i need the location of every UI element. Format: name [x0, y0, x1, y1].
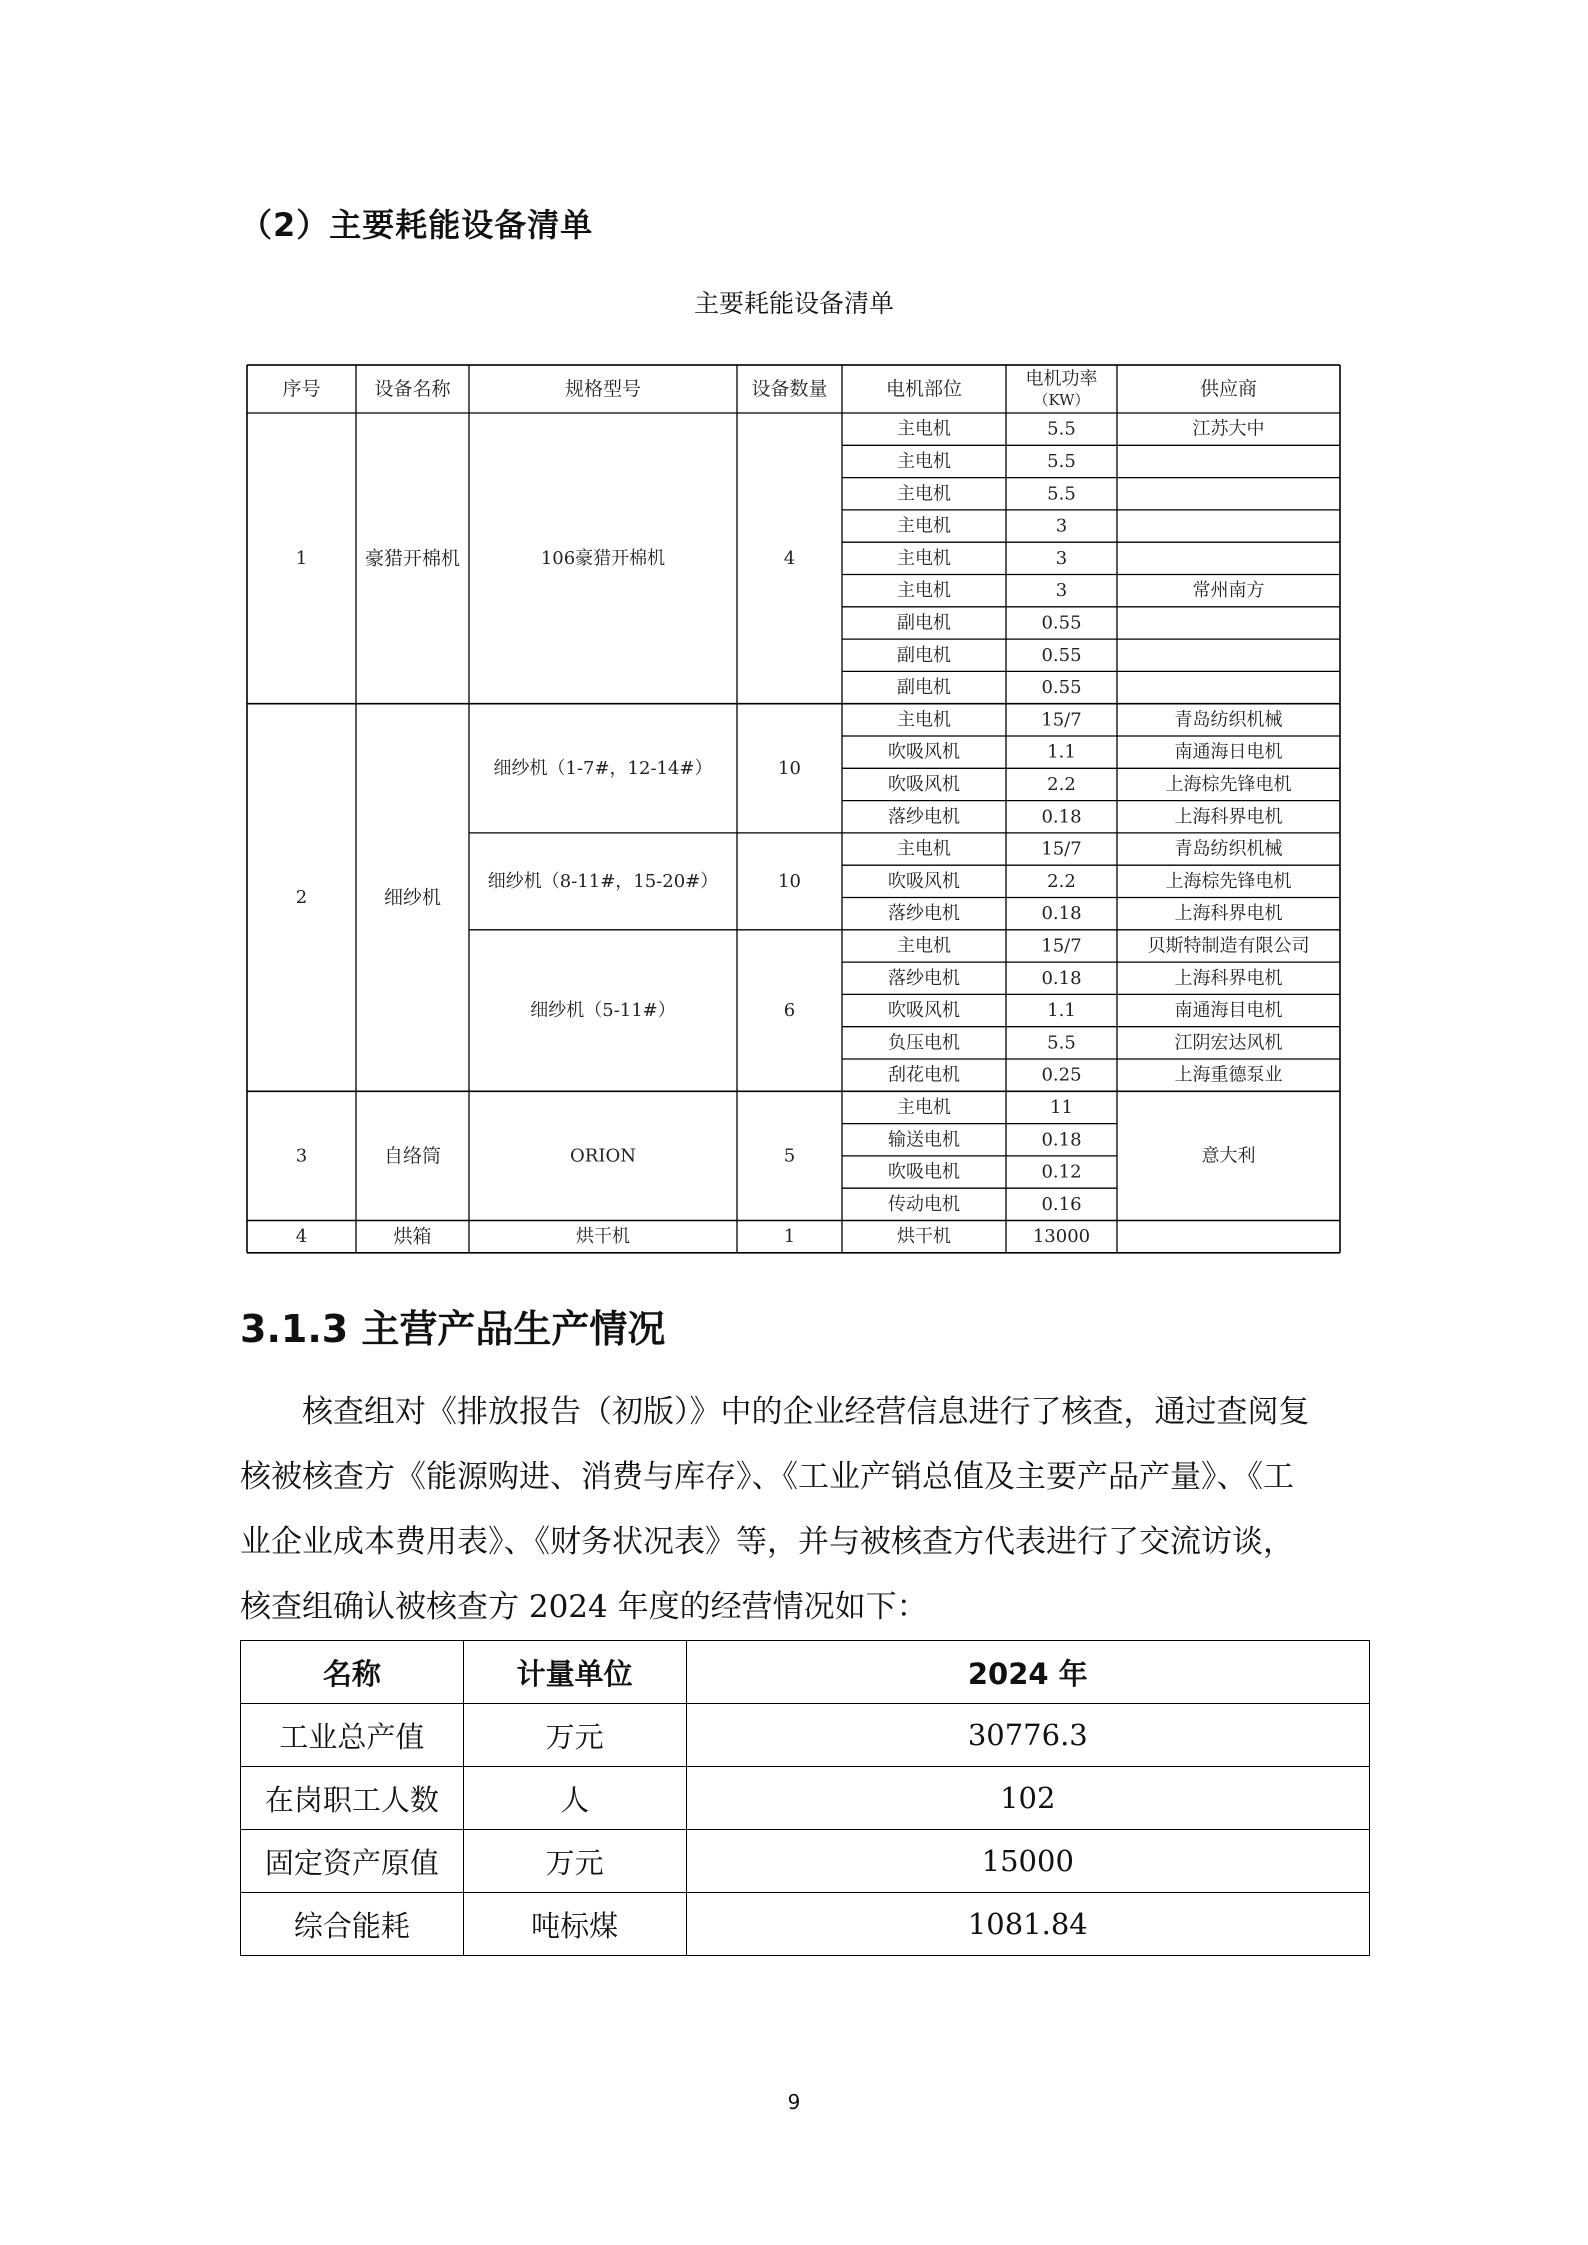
motor-power: 0.18	[1041, 806, 1082, 828]
model-spec: 细纱机（8-11#，15-20#）	[487, 870, 719, 892]
header-cell: 电机部位	[885, 378, 963, 400]
motor-part: 传动电机	[888, 1193, 960, 1215]
model-spec: ORION	[570, 1145, 636, 1167]
motor-power: 0.18	[1041, 1129, 1082, 1151]
equipment-name: 烘箱	[393, 1225, 432, 1248]
equipment-quantity: 6	[783, 1000, 796, 1022]
equipment-name: 豪猎开棉机	[364, 547, 461, 570]
cell-name: 在岗职工人数	[241, 1767, 464, 1830]
cell-unit: 万元	[463, 1704, 686, 1767]
cell-name: 工业总产值	[241, 1704, 464, 1767]
cell-value: 102	[686, 1767, 1369, 1830]
cell-name: 综合能耗	[241, 1893, 464, 1956]
header-year: 2024 年	[686, 1641, 1369, 1704]
header-cell: 电机功率	[1025, 368, 1098, 390]
motor-part: 副电机	[897, 644, 951, 666]
motor-part: 主电机	[897, 580, 951, 602]
supplier-cell: 常州南方	[1192, 580, 1265, 602]
motor-power: 3	[1055, 547, 1068, 569]
subsection-heading: 3.1.3 主营产品生产情况	[240, 1307, 666, 1351]
motor-part: 输送电机	[888, 1129, 960, 1151]
supplier-cell: 意大利	[1201, 1145, 1256, 1167]
header-cell: 规格型号	[564, 378, 642, 400]
motor-power: 15/7	[1041, 935, 1082, 957]
equipment-name: 自络筒	[383, 1144, 442, 1167]
equipment-quantity: 4	[783, 547, 796, 569]
supplier-cell: 上海重德泵业	[1174, 1064, 1283, 1086]
motor-part: 吹吸风机	[888, 741, 960, 763]
table-caption: 主要耗能设备清单	[693, 289, 894, 318]
motor-power: 0.55	[1041, 644, 1082, 666]
page-number: 9	[787, 2090, 801, 2114]
motor-part: 主电机	[897, 515, 951, 537]
cell-unit: 万元	[463, 1830, 686, 1893]
motor-power: 0.16	[1041, 1193, 1082, 1215]
supplier-cell: 南通海日电机	[1174, 741, 1283, 763]
motor-part: 主电机	[897, 1096, 951, 1118]
motor-power: 5.5	[1047, 1032, 1076, 1054]
supplier-cell: 上海棕先锋电机	[1165, 870, 1292, 892]
supplier-cell: 青岛纺织机械	[1174, 709, 1283, 731]
equipment-quantity: 5	[783, 1145, 796, 1167]
motor-power: 2.2	[1047, 773, 1076, 795]
row-number: 2	[295, 887, 308, 908]
cell-value: 1081.84	[686, 1893, 1369, 1956]
motor-part: 主电机	[897, 418, 951, 440]
equipment-name: 细纱机	[383, 886, 442, 909]
motor-power: 1.1	[1047, 741, 1076, 763]
operations-table	[240, 1640, 1370, 1956]
motor-power: 0.25	[1041, 1064, 1082, 1086]
motor-part: 落纱电机	[888, 967, 960, 989]
cell-name: 固定资产原值	[241, 1830, 464, 1893]
header-unit: 计量单位	[463, 1641, 686, 1704]
supplier-cell: 上海科界电机	[1174, 806, 1283, 828]
paragraph-line: 核查组确认被核查方 2024 年度的经营情况如下：	[240, 1589, 928, 1625]
header-cell: （KW）	[1033, 391, 1090, 409]
motor-power: 15/7	[1041, 709, 1082, 731]
motor-power: 5.5	[1047, 418, 1076, 440]
motor-power: 13000	[1032, 1226, 1091, 1248]
model-spec: 烘干机	[576, 1226, 630, 1248]
motor-power: 0.18	[1041, 903, 1082, 925]
motor-power: 0.12	[1041, 1161, 1082, 1183]
table-row	[241, 1893, 1370, 1956]
row-number: 4	[295, 1226, 308, 1248]
table-row	[241, 1830, 1370, 1893]
motor-part: 主电机	[897, 709, 951, 731]
section-heading: （2）主要耗能设备清单	[240, 206, 594, 244]
header-cell: 设备数量	[751, 378, 828, 400]
cell-value: 15000	[686, 1830, 1369, 1893]
header-cell: 设备名称	[374, 378, 451, 400]
table-header-row	[241, 1641, 1370, 1704]
header-cell: 序号	[282, 378, 321, 400]
paragraph-line: 业企业成本费用表》、《财务状况表》等，并与被核查方代表进行了交流访谈，	[240, 1524, 1294, 1560]
row-number: 3	[295, 1145, 308, 1167]
paragraph-line: 核被核查方《能源购进、消费与库存》、《工业产销总值及主要产品产量》、《工	[240, 1459, 1294, 1495]
motor-power: 15/7	[1041, 838, 1082, 860]
cell-unit: 人	[463, 1767, 686, 1830]
supplier-cell: 青岛纺织机械	[1174, 838, 1283, 860]
motor-part: 落纱电机	[888, 806, 960, 828]
cell-value: 30776.3	[686, 1704, 1369, 1767]
motor-power: 3	[1055, 580, 1068, 602]
supplier-cell: 上海科界电机	[1174, 967, 1283, 989]
motor-part: 落纱电机	[888, 903, 960, 925]
table-row	[241, 1704, 1370, 1767]
header-cell: 供应商	[1199, 378, 1258, 400]
supplier-cell: 上海棕先锋电机	[1165, 773, 1292, 795]
motor-part: 主电机	[897, 838, 951, 860]
motor-part: 吹吸风机	[888, 870, 960, 892]
supplier-cell: 江阴宏达风机	[1174, 1032, 1283, 1054]
equipment-quantity: 10	[778, 870, 801, 892]
motor-power: 11	[1050, 1096, 1073, 1118]
supplier-cell: 江苏大中	[1192, 418, 1265, 440]
model-spec: 细纱机（5-11#）	[530, 1000, 676, 1022]
motor-part: 吹吸风机	[888, 1000, 960, 1022]
motor-part: 主电机	[897, 450, 951, 472]
model-spec: 106豪猎开棉机	[540, 547, 666, 569]
model-spec: 细纱机（1-7#，12-14#）	[493, 757, 713, 779]
motor-power: 5.5	[1047, 483, 1076, 505]
cell-unit: 吨标煤	[463, 1893, 686, 1956]
motor-power: 5.5	[1047, 450, 1076, 472]
motor-part: 主电机	[897, 483, 951, 505]
motor-part: 副电机	[897, 612, 951, 634]
motor-part: 主电机	[897, 547, 951, 569]
motor-part: 负压电机	[888, 1032, 960, 1054]
motor-part: 刮花电机	[888, 1064, 960, 1086]
motor-part: 吹吸电机	[888, 1161, 960, 1183]
motor-power: 3	[1055, 515, 1068, 537]
motor-power: 0.55	[1041, 612, 1082, 634]
row-number: 1	[295, 547, 308, 569]
supplier-cell: 上海科界电机	[1174, 903, 1283, 925]
motor-part: 副电机	[897, 677, 951, 699]
header-name: 名称	[241, 1641, 464, 1704]
paragraph-line: 核查组对《排放报告（初版）》中的企业经营信息进行了核查，通过查阅复	[240, 1394, 1310, 1430]
supplier-cell: 贝斯特制造有限公司	[1147, 935, 1310, 957]
equipment-quantity: 10	[778, 757, 801, 779]
equipment-quantity: 1	[783, 1226, 796, 1248]
motor-part: 主电机	[897, 935, 951, 957]
supplier-cell: 南通海目电机	[1174, 1000, 1283, 1022]
motor-part: 烘干机	[897, 1226, 951, 1248]
table-row	[241, 1767, 1370, 1830]
body-paragraph	[240, 1380, 1370, 1640]
motor-power: 0.55	[1041, 677, 1082, 699]
motor-power: 1.1	[1047, 1000, 1076, 1022]
motor-part: 吹吸风机	[888, 773, 960, 795]
motor-power: 2.2	[1047, 870, 1076, 892]
motor-power: 0.18	[1041, 967, 1082, 989]
